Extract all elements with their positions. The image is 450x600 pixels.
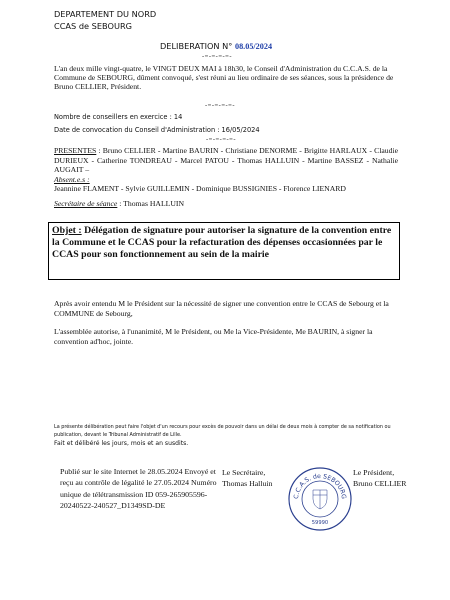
present-names: : Bruno CELLIER - Martine BAURIN - Christiane DENORME - Brigitte HARLAUX - Claudie DURIEUX - Catherine TONDREAU - Marcel PATOU - Thomas HALLUIN - Martine BASSEZ - Nathalie AUGAIT – [54, 146, 398, 175]
deliberation-label: DELIBERATION N° [160, 41, 233, 51]
president-title: Le Président, [353, 468, 395, 477]
separator: -=-=-=-=- [206, 136, 236, 143]
separator: -=-=-=-=- [202, 53, 232, 60]
secretary-name: : Thomas HALLUIN [117, 199, 185, 208]
publication-info: Publié sur le site Internet le 28.05.2024 Envoyé et reçu au contrôle de légalité le 27.05.2024 Numéro unique de télétransmission ID 059-265905596-20240522-240527_D1349SD-DE [60, 467, 217, 510]
objet-text: Délégation de signature pour autoriser la signature de la convention entre la Commune et le CCAS pour la refacturation des dépenses occasionnées par le CCAS pour son fonctionnement au sein de la mairie [52, 225, 392, 260]
secretary-title: Le Secrétaire, [222, 468, 266, 477]
secretary-line [54, 199, 184, 208]
absent-names: Jeannine FLAMENT - Sylvie GUILLEMIN - Dominique BUSSIGNIES - Florence LIENARD [54, 184, 346, 194]
stamp-emblem-icon [313, 490, 327, 509]
objet-label: Objet : [52, 225, 82, 236]
secretary-signature [222, 467, 272, 490]
stamp-postal-code: 59990 [311, 520, 329, 526]
convocation-date: Date de convocation du Conseil d'Administration : 16/05/2024 [54, 126, 260, 134]
ccas-name: CCAS de SEBOURG [54, 21, 132, 31]
body-paragraph-2: L'assemblée autorise, à l'unanimité, M le Président, ou Me la Vice-Présidente, Me BAURIN, à signer la convention ad'hoc, jointe. [54, 327, 373, 346]
absent-label: Absent.e.s : [54, 174, 90, 184]
deliberation-title [160, 41, 272, 51]
fait-line: Fait et délibéré les jours, mois et an susdits. [54, 440, 189, 447]
body-paragraph-1: Après avoir entendu M le Président sur la nécessité de signer une convention entre le CCAS de Sebourg et la COMMUNE de Sebourg, [54, 299, 389, 318]
letterhead [54, 8, 156, 32]
ccas-stamp [287, 466, 353, 532]
separator: -=-=-=-=- [205, 102, 235, 109]
intro-paragraph: L'an deux mille vingt-quatre, le VINGT DEUX MAI à 18h30, le Conseil d'Administration du C.C.A.S. de la Commune de SEBOURG, dûment convoqué, s'est réuni au lieu ordinaire de ses séances, sous la présidence de Bruno CELLIER, Président. [54, 64, 394, 92]
stamp-outer-text: C.C.A.S. de SEBOURG [292, 472, 348, 500]
attendance-block [54, 146, 398, 194]
present-label: PRESENTES [54, 146, 97, 155]
objet-block [52, 225, 398, 260]
secretary-signature-name: Thomas Halluin [222, 479, 273, 489]
secretary-label: Secrétaire de séance [54, 199, 118, 208]
president-signature-name: Bruno CELLIER [353, 479, 407, 489]
department-name: DEPARTEMENT DU NORD [54, 9, 157, 19]
council-count: Nombre de conseillers en exercice : 14 [54, 113, 183, 121]
president-signature [353, 467, 407, 490]
recours-notice: La présente délibération peut faire l'objet d'un recours pour excès de pouvoir dans un délai de deux mois à compter de sa notification ou publication, devant le Tribunal Administratif de Lille. [54, 424, 391, 438]
deliberation-number: 08.05/2024 [234, 42, 273, 51]
